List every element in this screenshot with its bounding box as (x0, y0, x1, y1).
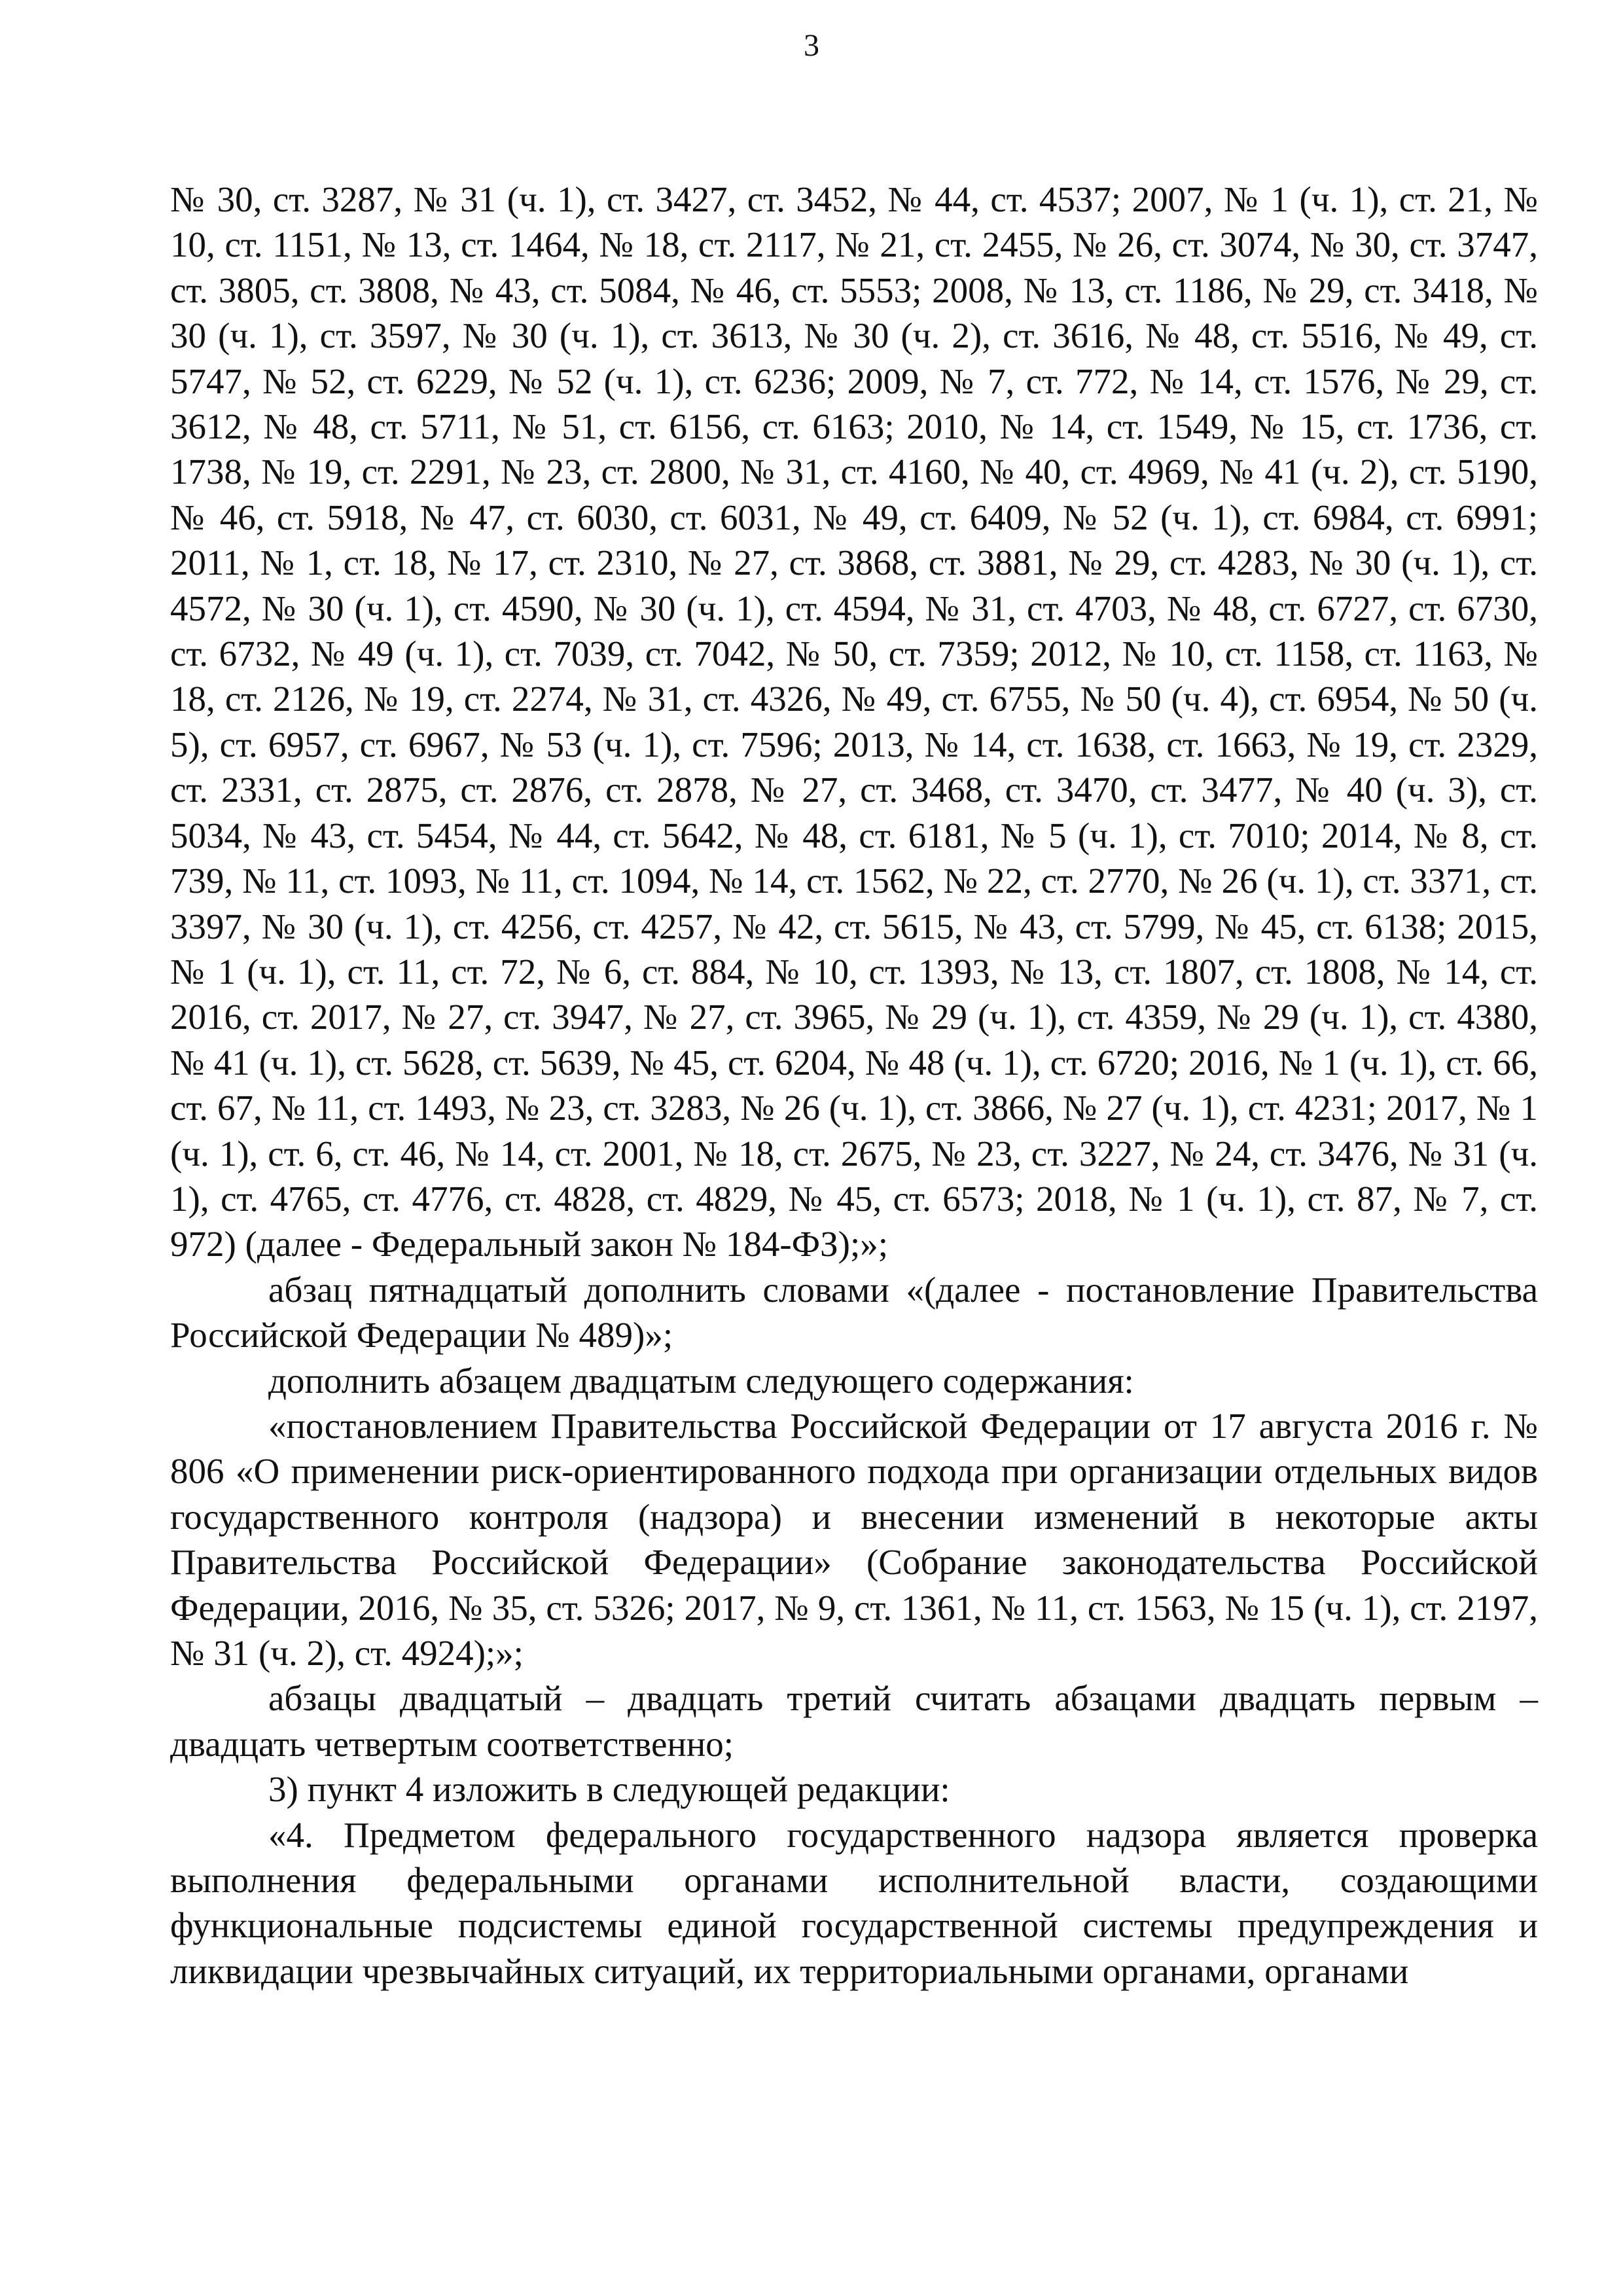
paragraph-add-abzac-20: дополнить абзацем двадцатым следующего содержания: (268, 1360, 1134, 1401)
page-number: 3 (804, 28, 819, 63)
paragraph-abzac-15: абзац пятнадцатый дополнить словами «(далее - постановление Правительства Российской Федерации № 489)»; (170, 1269, 1538, 1355)
paragraph-point-3: 3) пункт 4 изложить в следующей редакции: (268, 1769, 950, 1810)
paragraph-citations: № 30, ст. 3287, № 31 (ч. 1), ст. 3427, ст. 3452, № 44, ст. 4537; 2007, № 1 (ч. 1), ст. 21, № 10, ст. 1151, № 13, ст. 1464, № 18, ст. 2117, № 21, ст. 2455, № 26, ст. 3074, № 30, ст. 3747, ст. 3805, ст. 3808, № 43, ст. 5084, № 46, ст. 5553; 2008, № 13, ст. 1186, № 29, ст. 3418, № 30 (ч. 1), ст. 3597, № 30 (ч. 1), ст. 3613, № 30 (ч. 2), ст. 3616, № 48, ст. 5516, № 49, ст. 5747, № 52, ст. 6229, № 52 (ч. 1), ст. 6236; 2009, № 7, ст. 772, № 14, ст. 1576, № 29, ст. 3612, № 48, ст. 5711, № 51, ст. 6156, ст. 6163; 2010, № 14, ст. 1549, № 15, ст. 1736, ст. 1738, № 19, ст. 2291, № 23, ст. 2800, № 31, ст. 4160, № 40, ст. 4969, № 41 (ч. 2), ст. 5190, № 46, ст. 5918, № 47, ст. 6030, ст. 6031, № 49, ст. 6409, № 52 (ч. 1), ст. 6984, ст. 6991; 2011, № 1, ст. 18, № 17, ст. 2310, № 27, ст. 3868, ст. 3881, № 29, ст. 4283, № 30 (ч. 1), ст. 4572, № 30 (ч. 1), ст. 4590, № 30 (ч. 1), ст. 4594, № 31, ст. 4703, № 48, ст. 6727, ст. 6730, ст. 6732, № 49 (ч. 1), ст. 7039, ст. 7042, № 50, ст. 7359; 2012, № 10, ст. 1158, ст. 1163, № 18, ст. 2126, № 19, ст. 2274, № 31, ст. 4326, № 49, ст. 6755, № 50 (ч. 4), ст. 6954, № 50 (ч. 5), ст. 6957, ст. 6967, № 53 (ч. 1), ст. 7596; 2013, № 14, ст. 1638, ст. 1663, № 19, ст. 2329, ст. 2331, ст. 2875, ст. 2876, ст. 2878, № 27, ст. 3468, ст. 3470, ст. 3477, № 40 (ч. 3), ст. 5034, № 43, ст. 5454, № 44, ст. 5642, № 48, ст. 6181, № 5 (ч. 1), ст. 7010; 2014, № 8, ст. 739, № 11, ст. 1093, № 11, ст. 1094, № 14, ст. 1562, № 22, ст. 2770, № 26 (ч. 1), ст. 3371, ст. 3397, № 30 (ч. 1), ст. 4256, ст. 4257, № 42, ст. 5615, № 43, ст. 5799, № 45, ст. 6138; 2015, № 1 (ч. 1), ст. 11, ст. 72, № 6, ст. 884, № 10, ст. 1393, № 13, ст. 1807, ст. 1808, № 14, ст. 2016, ст. 2017, № 27, ст. 3947, № 27, ст. 3965, № 29 (ч. 1), ст. 4359, № 29 (ч. 1), ст. 4380, № 41 (ч. 1), ст. 5628, ст. 5639, № 45, ст. 6204, № 48 (ч. 1), ст. 6720; 2016, № 1 (ч. 1), ст. 66, ст. 67, № 11, ст. 1493, № 23, ст. 3283, № 26 (ч. 1), ст. 3866, № 27 (ч. 1), ст. 4231; 2017, № 1 (ч. 1), ст. 6, ст. 46, № 14, ст. 2001, № 18, ст. 2675, № 23, ст. 3227, № 24, ст. 3476, № 31 (ч. 1), ст. 4765, ст. 4776, ст. 4828, ст. 4829, № 45, ст. 6573; 2018, № 1 (ч. 1), ст. 87, № 7, ст. 972) (далее - Федеральный закон № 184-ФЗ);»; (170, 179, 1538, 1265)
paragraph-renumber: абзацы двадцатый – двадцать третий считать абзацами двадцать первым – двадцать четвертым соответственно; (170, 1678, 1538, 1764)
document-body (170, 177, 1538, 1994)
paragraph-point-4-text: «4. Предметом федерального государственного надзора является проверка выполнения федеральными органами исполнительной власти, создающими функциональные подсистемы единой государственной системы предупреждения и ликвидации чрезвычайных ситуаций, их территориальными органами, органами (170, 1814, 1538, 1991)
paragraph-resolution-806: «постановлением Правительства Российской Федерации от 17 августа 2016 г. № 806 «О применении риск-ориентированного подхода при организации отдельных видов государственного контроля (надзора) и внесении изменений в некоторые акты Правительства Российской Федерации» (Собрание законодательства Российской Федерации, 2016, № 35, ст. 5326; 2017, № 9, ст. 1361, № 11, ст. 1563, № 15 (ч. 1), ст. 2197, № 31 (ч. 2), ст. 4924);»; (170, 1405, 1538, 1673)
